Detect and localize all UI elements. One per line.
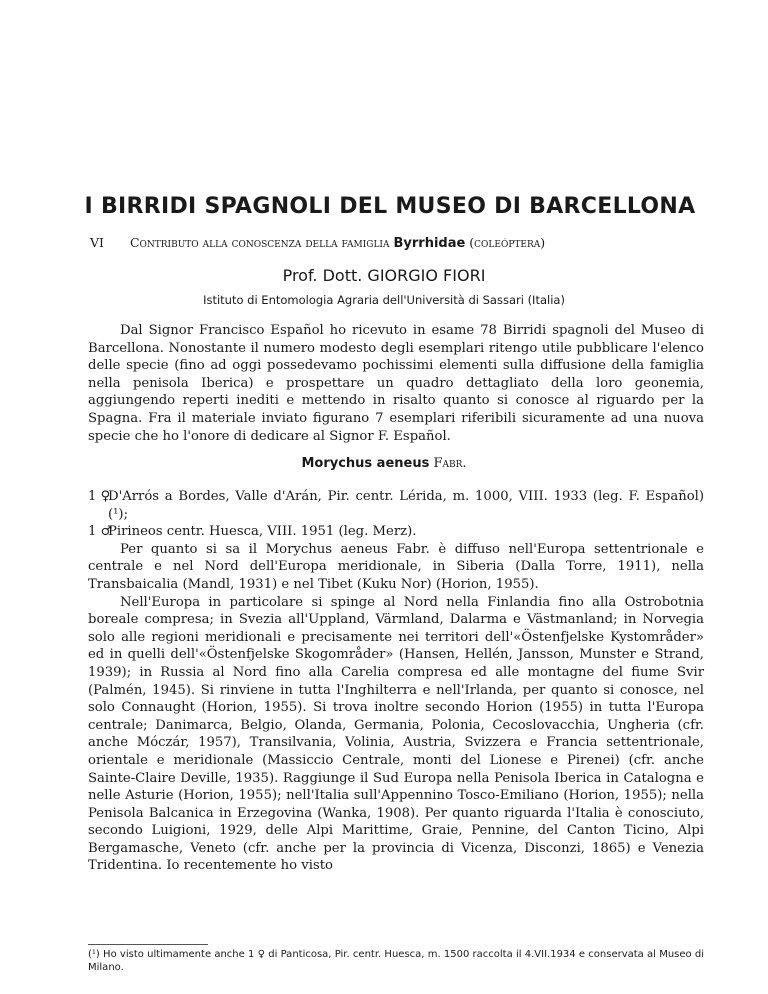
- article-subtitle: [90, 235, 730, 251]
- specimen-count: 1 ♂: [88, 524, 113, 540]
- specimen-count: 1 ♀: [88, 489, 111, 504]
- species-section: [88, 488, 704, 875]
- body-paragraph: Per quanto si sa il Morychus aeneus Fabr. è diffuso nell'Europa settentrionale e centrale e nel Nord dell'Europa meridionale, in Siberia (Dalla Torre, 1911), nella Transbaicalia (Mandl, 1931) e nel Tibet (Kuku Nor) (Horion, 1955).: [88, 541, 704, 592]
- species-heading: [0, 456, 768, 471]
- footnote: (¹) Ho visto ultimamente anche 1 ♀ di Panticosa, Pir. centr. Huesca, m. 1500 raccolta il 4.VII.1934 e conservata al Museo di Milano.: [88, 949, 704, 973]
- subtitle-order: (coleóptera): [469, 235, 546, 250]
- intro-paragraph: Dal Signor Francisco Español ho ricevuto in esame 78 Birridi spagnoli del Museo di Barcellona. Nonostante il numero modesto degli esemplari ritengo utile pubblicare l'elenco delle specie (fino ad oggi possedevamo pochissimi elementi sulla diffusione della famiglia nella penisola Iberica) e prospettare un quadro dettagliato della loro geonemia, aggiungendo reperti inediti e mettendo in risalto quanto si conosce al riguardo per la Spagna. Fra il materiale inviato figurano 7 esemplari riferibili sicuramente ad una nuova specie che ho l'onore di dedicare al Signor F. Español.: [88, 323, 704, 444]
- specimen-text: D'Arrós a Bordes, Valle d'Arán, Pir. centr. Lérida, m. 1000, VIII. 1933 (leg. F. Español) (¹);: [108, 489, 704, 522]
- specimen-record: [88, 488, 704, 523]
- article-title: I BIRRIDI SPAGNOLI DEL MUSEO DI BARCELLONA: [84, 194, 696, 219]
- specimen-text: Pirineos centr. Huesca, VIII. 1951 (leg. Merz).: [108, 524, 417, 540]
- body-paragraph: Nell'Europa in particolare si spinge al Nord nella Finlandia fino alla Ostrobotnia boreale compresa; in Svezia all'Uppland, Värmland, Dalarma e Västmanland; in Norvegia solo alle regioni meridionali e precisamente nei territori dell'«Östenfjelske Kystområder» ed in quelli dell'«Östenfjelske Skogområder» (Hansen, Hellén, Jansson, Munster e Strand, 1939); in Russia al Nord fino alla Carelia compresa ed alle montagne del fiume Svir (Palmén, 1945). Si rinviene in tutta l'Inghilterra e nell'Irlanda, per quanto si conosce, nel solo Connaught (Horion, 1955). Si trova inoltre secondo Horion (1955) in tutta l'Europa centrale; Danimarca, Belgio, Olanda, Germania, Polonia, Cecoslovacchia, Ungheria (cfr. anche Móczár, 1957), Transilvania, Volinia, Austria, Svizzera e Francia settentrionale, orientale e meridionale (Massiccio Centrale, monti del Lionese e Pirenei) (cfr. anche Sainte-Claire Deville, 1935). Raggiunge il Sud Europa nella Penisola Iberica in Catalogna e nelle Asturie (Horion, 1955); nell'Italia sull'Appennino Tosco-Emiliano (Horion, 1955); nella Penisola Balcanica in Erzegovina (Wanka, 1908). Per quanto riguarda l'Italia è conosciuto, secondo Luigioni, 1929, delle Alpi Marittime, Graie, Pennine, del Canton Ticino, Alpi Bergamasche, Veneto (cfr. anche per la provincia di Vicenza, Disconzi, 1865) e Venezia Tridentina. Io recentemente ho visto: [88, 594, 704, 874]
- author-affiliation: Istituto di Entomologia Agraria dell'Università di Sassari (Italia): [203, 293, 565, 307]
- species-name: Morychus aeneus: [301, 456, 430, 471]
- intro-section: [88, 322, 704, 445]
- subtitle-number: VI: [90, 235, 104, 250]
- species-author: Fabr.: [433, 456, 467, 471]
- footnote-rule: [88, 944, 208, 945]
- specimen-record: [88, 523, 704, 541]
- subtitle-text: Contributo alla conoscenza della famiglia: [129, 235, 390, 250]
- subtitle-family: Byrrhidae: [393, 236, 466, 251]
- author-name: Prof. Dott. GIORGIO FIORI: [282, 266, 486, 285]
